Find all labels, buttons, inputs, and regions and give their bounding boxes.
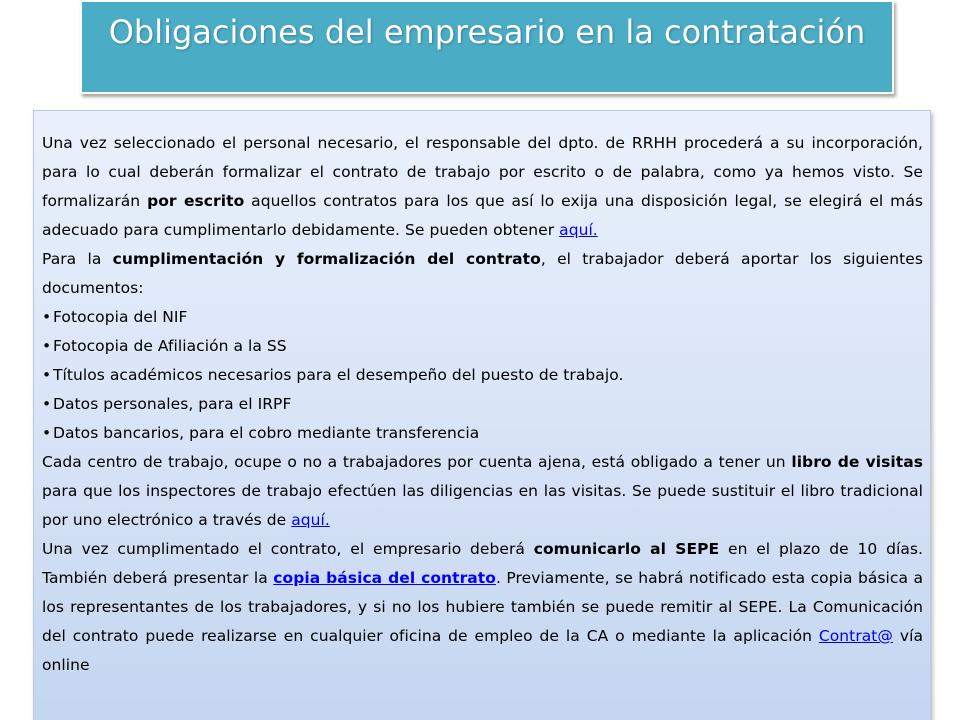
bold-libro-visitas: libro de visitas bbox=[791, 453, 924, 471]
electronic-book-link[interactable]: aquí. bbox=[291, 511, 330, 529]
list-item: • Fotocopia de Afiliación a la SS bbox=[42, 332, 923, 361]
slide-title: Obligaciones del empresario en la contratación bbox=[108, 13, 866, 51]
paragraph-sepe: Una vez cumplimentado el contrato, el empresario deberá comunicarlo al SEPE en el plazo de 10 días. También deberá presentar la copia básica del contrato. Previamente, se habrá notificado esta copia básica a los representantes de los trabajadores, y si no los hubiere también se puede remitir al SEPE. La Comunicación del contrato puede realizarse en cualquier oficina de empleo de la CA o mediante la aplicación Contrat@ vía online bbox=[42, 540, 923, 674]
paragraph-documents-intro: Para la cumplimentación y formalización del contrato, el trabajador deberá aportar los siguientes documentos: bbox=[42, 250, 923, 297]
bold-comunicarlo-sepe: comunicarlo al SEPE bbox=[533, 540, 720, 558]
paragraph-contract-formalization: Una vez seleccionado el personal necesario, el responsable del dpto. de RRHH procederá a su incorporación, para lo cual deberán formalizar el contrato de trabajo por escrito o de palabra, como ya hemos visto. Se formalizarán por escrito aquellos contratos para los que así lo exija una disposición legal, se elegirá el más adecuado para cumplimentarlo debidamente. Se pueden obtener aquí. bbox=[42, 134, 924, 239]
contract-models-link[interactable]: aquí. bbox=[559, 221, 598, 239]
contrata-link[interactable]: Contrat@ bbox=[818, 627, 893, 645]
list-item: • Títulos académicos necesarios para el desempeño del puesto de trabajo. bbox=[42, 361, 923, 390]
content-text bbox=[42, 129, 923, 680]
documents-list bbox=[42, 303, 923, 448]
bold-por-escrito: por escrito bbox=[147, 192, 245, 210]
copia-basica-link[interactable]: copia básica del contrato bbox=[273, 569, 496, 587]
list-item: • Fotocopia del NIF bbox=[42, 303, 923, 332]
list-item: • Datos personales, para el IRPF bbox=[42, 390, 923, 419]
paragraph-libro-visitas: Cada centro de trabajo, ocupe o no a trabajadores por cuenta ajena, está obligado a tener un libro de visitas para que los inspectores de trabajo efectúen las diligencias en las visitas. Se puede sustituir el libro tradicional por uno electrónico a través de aquí. bbox=[42, 453, 924, 529]
list-item: • Datos bancarios, para el cobro mediante transferencia bbox=[42, 419, 923, 448]
bold-cumplimentacion: cumplimentación y formalización del contrato bbox=[112, 250, 541, 268]
slide-title-box bbox=[80, 0, 894, 94]
